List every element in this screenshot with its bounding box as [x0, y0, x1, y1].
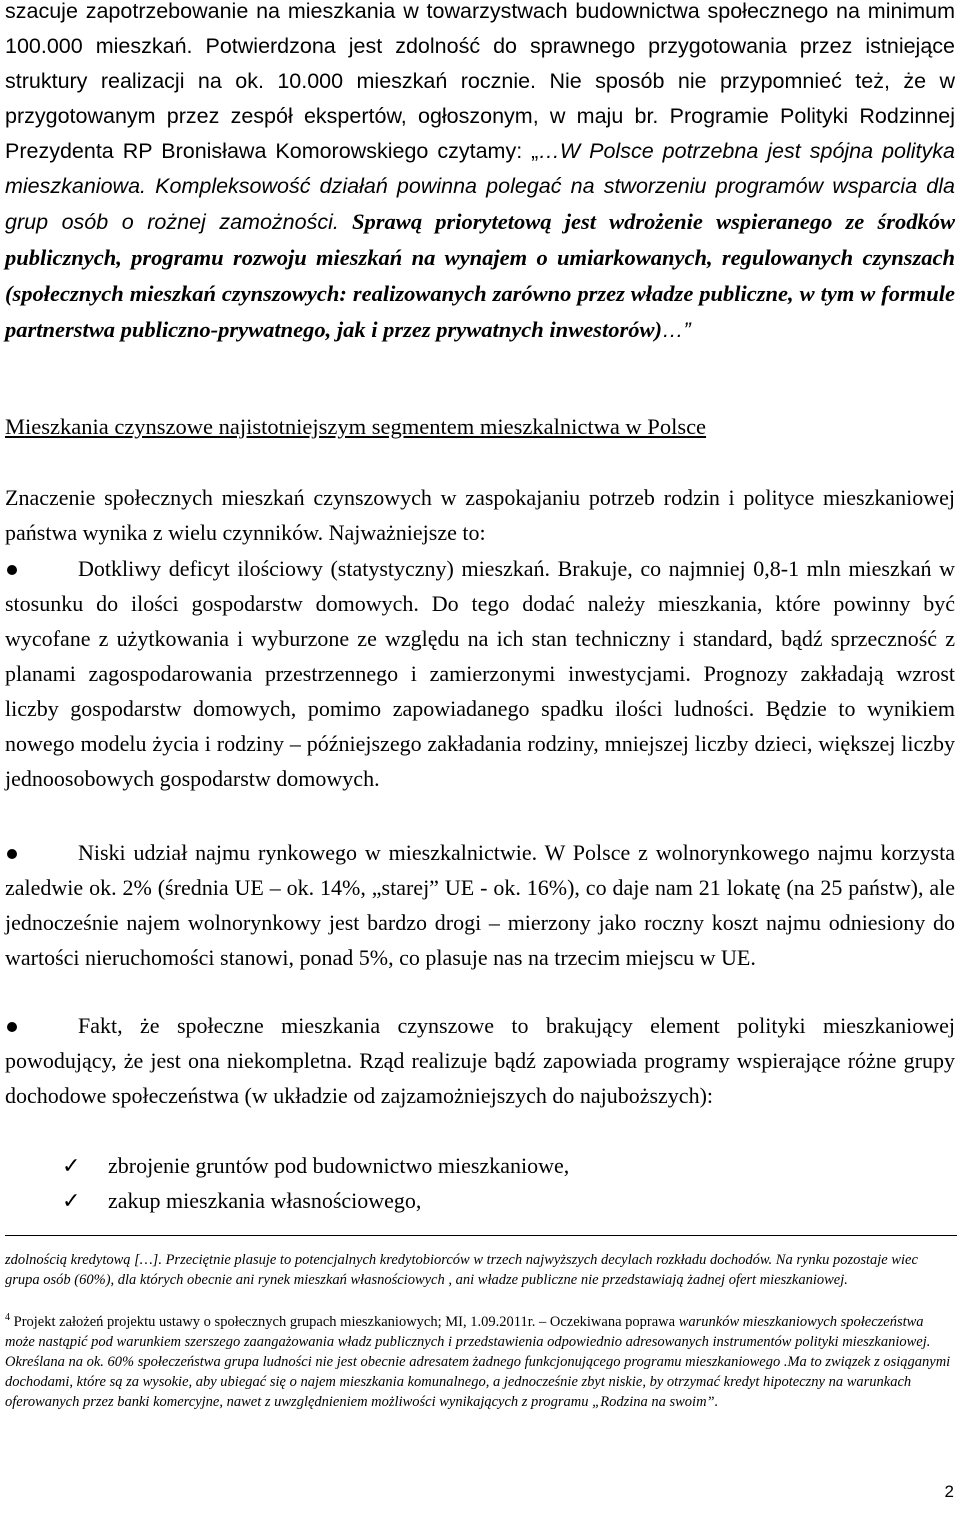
section-heading: Mieszkania czynszowe najistotniejszym segmentem mieszkalnictwa w Polsce	[5, 414, 707, 439]
bullet-dot-icon	[7, 1022, 17, 1032]
checkmark-icon: ✓	[62, 1189, 81, 1214]
bullet-dot-icon	[7, 565, 17, 575]
bullet-item	[5, 551, 955, 796]
bullet-dot-icon	[7, 849, 17, 859]
check-list-text: zakup mieszkania własnościowego,	[108, 1188, 422, 1213]
check-list-item	[62, 1148, 569, 1184]
bullet-text: Fakt, że społeczne mieszkania czynszowe to brakujący element polityki mieszkaniowej powodujący, że jest ona niekompletna. Rząd realizuje bądź zapowiada programy wspierające różne grupy dochodowe społeczeństwa (w układzie od zajzamożniejszych do najuboższych):	[5, 1013, 955, 1108]
footnote-text: warunków mieszkaniowych społeczeństwa może nastąpić pod warunkiem szerszego zaangażowania władz publicznych i przedstawienia odpowiednio adresowanych instrumentów polityki mieszkaniowej. Określana na ok. 60% społeczeństwa grupa ludności nie jest obecnie adresatem żadnego funkcjonującego programu mieszkaniowego .Ma to związek z osiąganymi dochodami, które są za wysokie, aby ubiegać się o najem mieszkania komunalnego, a jednocześnie zbyt niskie, by otrzymać kredyt hipoteczny na warunkach oferowanych przez banki komercyjne, nawet z uwzględnieniem możliwości wynikających z programu „Rodzina na swoim”.	[5, 1314, 951, 1410]
check-list-item	[62, 1183, 421, 1219]
bullet-item	[5, 1008, 955, 1113]
top-paragraph-quote-bold: Sprawą priorytetową jest wdrożenie wspieranego ze środków publicznych, programu rozwoju mieszkań na wynajem o umiarkowanych, regulowanych czynszach (społecznych mieszkań czynszowych: realizowanych zarówno przez władze publiczne, w tym w formule partnerstwa publiczno-prywatnego, jak i przez prywatnych inwestorów)	[5, 209, 956, 342]
page-number: 2	[944, 1482, 954, 1501]
footnote-separator	[5, 1235, 957, 1236]
footnote-4	[5, 1312, 955, 1412]
checkmark-icon: ✓	[62, 1154, 81, 1179]
bullet-text: Niski udział najmu rynkowego w mieszkalnictwie. W Polsce z wolnorynkowego najmu korzysta zaledwie ok. 2% (średnia UE – ok. 14%, „starej” UE - ok. 16%), co daje nam 21 lokatę (na 25 państw), ale jednocześnie najem wolnorynkowy jest bardzo drogi – mierzony jako roczny koszt najmu odniesiony do wartości nieruchomości stanowi, ponad 5%, co plasuje nas na trzecim miejscu w UE.	[5, 840, 955, 970]
footnote-source: Projekt założeń projektu ustawy o społecznych grupach mieszkaniowych; MI, 1.09.2011r. – Oczekiwana poprawa	[10, 1314, 676, 1330]
footnote-continued: zdolnością kredytową […]. Przeciętnie plasuje to potencjalnych kredytobiorców w trzech najwyższych decylach rozkładu dochodów. Na rynku pozostaje wiec grupa osób (60%), dla których obecnie ani rynek mieszkań własnościowych , ani władze publiczne nie przedstawiają żadnej ofert mieszkaniowej.	[5, 1252, 918, 1288]
top-paragraph-quote-italic: …W Polsce potrzebna jest spójna polityka mieszkaniowa. Kompleksowość działań powinna polegać na stworzeniu programów wsparcia dla grup osób o rożnej zamożności.	[5, 139, 955, 234]
bullet-item	[5, 835, 955, 975]
footnote-number: 4	[5, 1312, 10, 1323]
top-paragraph-quote-end: …”	[661, 318, 691, 342]
top-paragraph-plain: szacuje zapotrzebowanie na mieszkania w towarzystwach budownictwa społecznego na minimum 100.000 mieszkań. Potwierdzona jest zdolność do sprawnego przygotowania przez istniejące struktury realizacji na ok. 10.000 mieszkań rocznie. Nie sposób nie przypomnieć też, że w przygotowanym przez zespół ekspertów, ogłoszonym, w maju br. Programie Polityki Rodzinnej Prezydenta RP Bronisława Komorowskiego czytamy: „	[5, 0, 955, 163]
intro-paragraph: Znaczenie społecznych mieszkań czynszowych w zaspokajaniu potrzeb rodzin i polityce mieszkaniowej państwa wynika z wielu czynników. Najważniejsze to:	[5, 485, 955, 545]
bullet-text: Dotkliwy deficyt ilościowy (statystyczny) mieszkań. Brakuje, co najmniej 0,8-1 mln mieszkań w stosunku do ilości gospodarstw domowych. Do tego dodać należy mieszkania, które powinny być wycofane z użytkowania i wyburzone ze względu na ich stan techniczny i standard, bądź sprzeczność z planami zagospodarowania przestrzennego i zamierzonymi inwestycjami. Prognozy zakładają wzrost liczby gospodarstw domowych, pomimo zapowiadanego spadku ilości ludności. Będzie to wynikiem nowego modelu życia i rodziny – późniejszego zakładania rodziny, mniejszej liczby dzieci, większej liczby jednoosobowych gospodarstw domowych.	[5, 556, 955, 791]
top-paragraph	[5, 0, 955, 348]
check-list-text: zbrojenie gruntów pod budownictwo mieszkaniowe,	[108, 1153, 570, 1178]
